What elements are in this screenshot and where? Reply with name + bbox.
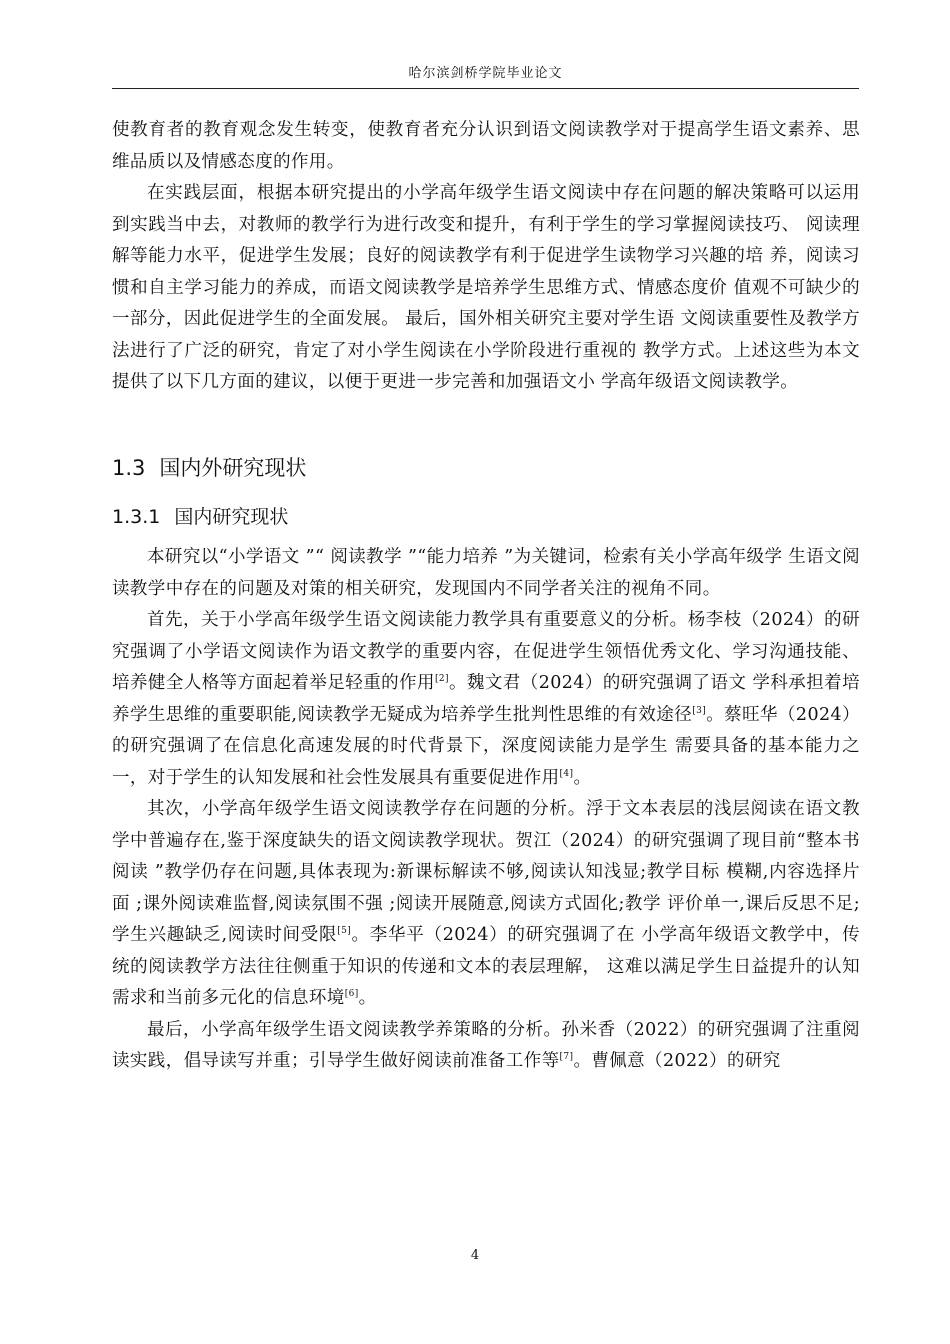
subsection-title: 国内研究现状 — [174, 506, 289, 528]
subsection-heading — [112, 502, 288, 529]
paragraph-text: 其次，小学高年级学生语文阅读教学存在问题的分析。浮于文本表层的浅层阅读在语文教学中普遍存在,鉴于深度缺失的语文阅读教学现状。贺江（2024）的研究强调了现目前“整本书阅读 ”教学仍存在问题,具体表现为:新课标解读不够,阅读认知浅显;教学目标 模糊,内容选择片面 ;课外阅读难监督,阅读氛围不强 ;阅读开展随意,阅读方式固化;教学 评价单一,课后反思不足;学生兴趣缺乏,阅读时间受限 — [112, 799, 860, 945]
intro-block — [112, 115, 860, 399]
paragraph-text: 最后，小学高年级学生语文阅读教学养策略的分析。孙米香（2022）的研究强调了注重阅读实践，倡导读写并重；引导学生做好阅读前准备工作等 — [112, 1019, 860, 1071]
paragraph-text: 。 — [573, 767, 592, 788]
paragraph — [112, 1015, 860, 1078]
paragraph-text: 首先，关于小学高年级学生语文阅读能力教学具有重要意义的分析。杨李枝（2024）的研究强调了小学语文阅读作为语文教学的重要内容，在促进学生领悟优秀文化、学习沟通技能、培养健全人格等方面起着举足轻重的作用 — [112, 610, 860, 693]
domestic-research-block — [112, 542, 860, 1078]
citation: [2] — [434, 674, 449, 685]
citation: [3] — [692, 705, 707, 716]
citation: [6] — [344, 989, 359, 1000]
citation: [7] — [559, 1052, 574, 1063]
paragraph: 在实践层面，根据本研究提出的小学高年级学生语文阅读中存在问题的解决策略可以运用到实践当中去，对教师的教学行为进行改变和提升，有利于学生的学习掌握阅读技巧、 阅读理解等能力水平，促进学生发展；良好的阅读教学有利于促进学生读物学习兴趣的培 养，阅读习惯和自主学习能力的养成，而语文阅读教学是培养学生思维方式、情感态度价 值观不可缺少的一部分，因此促进学生的全面发展。 最后，国外相关研究主要对学生语 文阅读重要性及教学方法进行了广泛的研究，肯定了对小学生阅读在小学阶段进行重视的 教学方式。上述这些为本文提供了以下几方面的建议，以便于更进一步完善和加强语文小 学高年级语文阅读教学。 — [112, 183, 860, 392]
paragraph-text: 。蔡旺华（2024）的研究强调了在信息化高速发展的时代背景下，深度阅读能力是学生 需要具备的基本能力之一，对于学生的认知发展和社会性发展具有重要促进作用 — [112, 704, 860, 788]
subsection-number: 1.3.1 — [112, 506, 161, 528]
header-divider — [112, 88, 859, 89]
paragraph: 使教育者的教育观念发生转变，使教育者充分认识到语文阅读教学对于提高学生语文素养、思维品质以及情感态度的作用。 — [112, 120, 860, 172]
paragraph — [112, 794, 860, 1015]
paragraph-text: 。曹佩意（2022）的研究 — [573, 1051, 781, 1071]
paragraph-text: 。李华平（2024）的研究强调了在 小学高年级语文教学中，传统的阅读教学方法往往侧重于知识的传递和文本的表层理解， 这难以满足学生日益提升的认知需求和当前多元化的信息环境 — [112, 925, 860, 1008]
page-number: 4 — [470, 1248, 480, 1263]
citation: [4] — [559, 768, 574, 779]
paragraph-text: 。 — [358, 988, 377, 1008]
section-heading — [112, 452, 306, 482]
section-number: 1.3 — [112, 456, 146, 480]
paragraph — [112, 605, 860, 794]
paragraph: 本研究以“小学语文 ”“ 阅读教学 ”“能力培养 ”为关键词，检索有关小学高年级学 生语文阅读教学中存在的问题及对策的相关研究，发现国内不同学者关注的视角不同。 — [112, 547, 860, 599]
section-title: 国内外研究现状 — [159, 456, 307, 480]
citation: [5] — [337, 926, 352, 937]
running-header: 哈尔滨剑桥学院毕业论文 — [408, 66, 563, 81]
paragraph-text: 。魏文君（2024）的研究强调了语文 学科承担着培养学生思维的重要职能,阅读教学无疑成为培养学生批判性思维的有效途径 — [112, 673, 860, 725]
